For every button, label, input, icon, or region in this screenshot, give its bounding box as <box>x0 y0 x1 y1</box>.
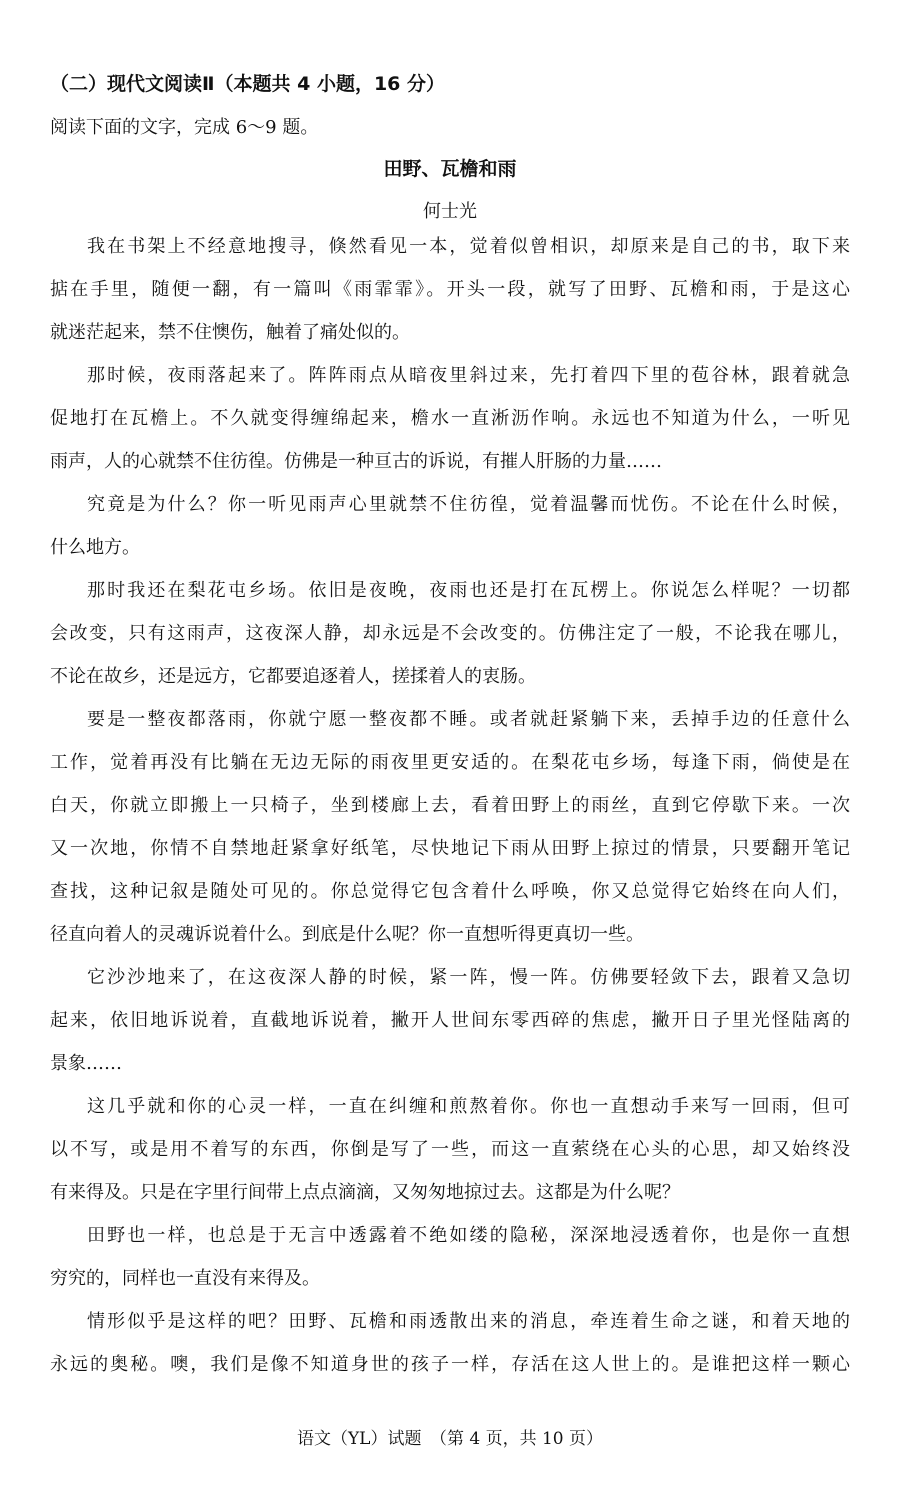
paragraph-line: 这几乎就和你的心灵一样，一直在纠缠和煎熬着你。你也一直想动手来写一回雨，但可 <box>87 1096 850 1117</box>
paragraph-line: 会改变，只有这雨声，这夜深人静，却永远是不会改变的。仿佛注定了一般，不论我在哪儿， <box>50 623 850 644</box>
article-paragraph <box>50 1221 850 1307</box>
paragraph-line: 有来得及。只是在字里行间带上点点滴滴，又匆匆地掠过去。这都是为什么呢？ <box>50 1182 680 1203</box>
paragraph-line: 促地打在瓦檐上。不久就变得缠绵起来，檐水一直淅沥作响。永远也不知道为什么，一听见 <box>50 408 850 429</box>
page-footer: 语文（YL）试题 （第 4 页，共 10 页） <box>296 1429 604 1449</box>
article-paragraph <box>50 490 850 576</box>
paragraph-line: 什么地方。 <box>50 537 140 558</box>
paragraph-line: 不论在故乡，还是远方，它都要追逐着人，搓揉着人的衷肠。 <box>50 666 536 687</box>
paragraph-line: 掂在手里，随便一翻，有一篇叫《雨霏霏》。开头一段，就写了田野、瓦檐和雨，于是这心 <box>50 279 850 300</box>
article-paragraph <box>50 1307 850 1393</box>
paragraph-line: 永远的奥秘。噢，我们是像不知道身世的孩子一样，存活在这人世上的。是谁把这样一颗心 <box>50 1354 850 1375</box>
article-paragraph <box>50 232 850 361</box>
paragraph-line: 情形似乎是这样的吧？田野、瓦檐和雨透散出来的消息，牵连着生命之谜，和着天地的 <box>87 1311 850 1332</box>
paragraph-line: 就迷茫起来，禁不住懊伤，触着了痛处似的。 <box>50 322 410 343</box>
article-title: 田野、瓦檐和雨 <box>383 158 517 180</box>
paragraph-line: 景象…… <box>50 1053 122 1074</box>
paragraph-line: 以不写，或是用不着写的东西，你倒是写了一些，而这一直萦绕在心头的心思，却又始终没 <box>50 1139 850 1160</box>
article-paragraph <box>50 963 850 1092</box>
paragraph-line: 那时候，夜雨落起来了。阵阵雨点从暗夜里斜过来，先打着四下里的苞谷林，跟着就急 <box>87 365 850 386</box>
paragraph-line: 径直向着人的灵魂诉说着什么。到底是什么呢？你一直想听得更真切一些。 <box>50 924 644 945</box>
paragraph-line: 雨声，人的心就禁不住彷徨。仿佛是一种亘古的诉说，有摧人肝肠的力量…… <box>50 451 662 472</box>
paragraph-line: 又一次地，你情不自禁地赶紧拿好纸笔，尽快地记下雨从田野上掠过的情景，只要翻开笔记 <box>50 838 850 859</box>
paragraph-line: 我在书架上不经意地搜寻，倏然看见一本，觉着似曾相识，却原来是自己的书，取下来 <box>87 236 850 257</box>
paragraph-line: 穷究的，同样也一直没有来得及。 <box>50 1268 320 1289</box>
paragraph-line: 田野也一样，也总是于无言中透露着不绝如缕的隐秘，深深地浸透着你，也是你一直想 <box>87 1225 850 1246</box>
paragraph-line: 要是一整夜都落雨，你就宁愿一整夜都不睡。或者就赶紧躺下来，丢掉手边的任意什么 <box>87 709 850 730</box>
article-paragraph <box>50 576 850 705</box>
paragraph-line: 它沙沙地来了，在这夜深人静的时候，紧一阵，慢一阵。仿佛要轻敛下去，跟着又急切 <box>87 967 850 988</box>
article-paragraph <box>50 705 850 963</box>
article-author: 何士光 <box>423 201 477 222</box>
paragraph-line: 白天，你就立即搬上一只椅子，坐到楼廊上去，看着田野上的雨丝，直到它停歇下来。一次 <box>50 795 850 816</box>
paragraph-line: 起来，依旧地诉说着，直截地诉说着，撇开人世间东零西碎的焦虑，撇开日子里光怪陆离的 <box>50 1010 850 1031</box>
article-body <box>50 232 850 1393</box>
article-paragraph <box>50 1092 850 1221</box>
paragraph-line: 查找，这种记叙是随处可见的。你总觉得它包含着什么呼唤，你又总觉得它始终在向人们， <box>50 881 850 902</box>
paragraph-line: 究竟是为什么？你一听见雨声心里就禁不住彷徨，觉着温馨而忧伤。不论在什么时候， <box>87 494 850 515</box>
paragraph-line: 工作，觉着再没有比躺在无边无际的雨夜里更安适的。在梨花屯乡场，每逢下雨，倘使是在 <box>50 752 850 773</box>
reading-instruction: 阅读下面的文字，完成 6～9 题。 <box>50 117 319 138</box>
article-paragraph <box>50 361 850 490</box>
section-heading: （二）现代文阅读Ⅱ（本题共 4 小题，16 分） <box>50 73 446 95</box>
paragraph-line: 那时我还在梨花屯乡场。依旧是夜晚，夜雨也还是打在瓦楞上。你说怎么样呢？一切都 <box>87 580 850 601</box>
